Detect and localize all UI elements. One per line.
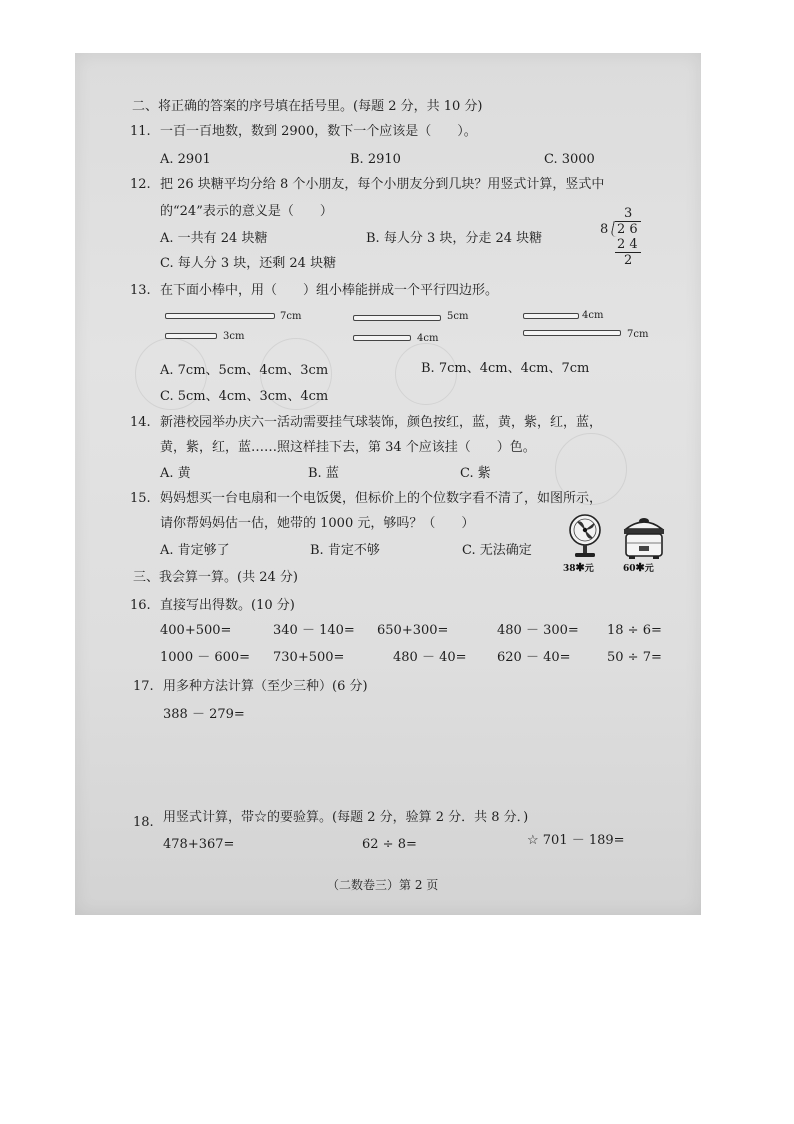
cooker-price-unit: 元 [644,564,654,574]
rice-cooker-icon [621,513,667,561]
q16-item: 340 － 140= [273,623,355,638]
stick-7cm [523,330,621,336]
page-footer: （二数卷三）第 2 页 [327,878,439,892]
q11-number: 11. [130,124,151,139]
fan-icon [565,513,605,561]
q14-number: 14. [130,415,151,430]
section2-title: 二、将正确的答案的序号填在括号里。(每题 2 分，共 10 分) [132,99,483,114]
smudge-star-icon: ✱ [575,561,585,574]
stick-label: 7cm [627,329,649,340]
smudge-star-icon: ✱ [635,561,645,574]
stick-label: 4cm [417,333,439,344]
q16-item: 18 ÷ 6= [607,623,662,638]
q18-text: 用竖式计算，带☆的要验算。(每题 2 分，验算 2 分．共 8 分．) [163,810,529,825]
q14-option-b: B. 蓝 [308,466,339,481]
q13-text: 在下面小棒中，用（ ）组小棒能拼成一个平行四边形。 [160,283,499,298]
stick-4cm [523,313,579,319]
q16-item: 480 － 40= [393,650,467,665]
stick-label: 7cm [280,311,302,322]
division-dividend: 2 6 [617,222,638,237]
stick-label: 3cm [223,331,245,342]
exam-page [75,53,701,915]
q16-item: 650+300= [377,623,449,638]
q15-number: 15. [130,491,151,506]
q16-item: 400+500= [160,623,232,638]
long-division-figure [600,207,650,269]
stick-7cm [165,313,275,319]
cooker-price-tag [623,561,654,574]
q17-expression: 388 － 279= [163,707,245,722]
q16-item: 620 － 40= [497,650,571,665]
fan-price-unit: 元 [584,564,594,574]
q15-line1: 妈妈想买一台电扇和一个电饭煲，但标价上的个位数字看不清了，如图所示， [160,491,603,506]
q14-option-c: C. 紫 [460,466,491,481]
q17-text: 用多种方法计算（至少三种）(6 分) [163,679,368,694]
q14-line2: 黄，紫，红，蓝……照这样挂下去，第 34 个应该挂（ ）色。 [160,440,536,455]
q14-option-a: A. 黄 [160,466,191,481]
q18-problem: 62 ÷ 8= [362,837,417,852]
q16-item: 50 ÷ 7= [607,650,662,665]
q12-line1: 把 26 块糖平均分给 8 个小朋友，每个小朋友分到几块？用竖式计算，竖式中 [160,177,605,192]
q13-option-a: A. 7cm、5cm、4cm、3cm [160,363,329,378]
stick-4cm [353,335,411,341]
q16-item: 1000 － 600= [160,650,251,665]
q16-item: 730+500= [273,650,345,665]
fan-price-tag [563,561,594,574]
q15-option-c: C. 无法确定 [462,543,532,558]
q14-line1: 新港校园举办庆六一活动需要挂气球装饰，颜色按红，蓝，黄，紫，红，蓝， [160,415,603,430]
division-product: 2 4 [617,237,638,252]
q11-text: 一百一百地数，数到 2900，数下一个应该是（ ）。 [160,124,477,139]
q18-number: 18. [133,815,154,830]
stick-label: 4cm [582,310,604,321]
division-divisor: 8 [600,222,609,237]
stick-3cm [165,333,217,339]
stick-label: 5cm [447,311,469,322]
q16-text: 直接写出得数。(10 分) [160,598,295,613]
q15-option-a: A. 肯定够了 [160,543,230,558]
q11-option-a: A. 2901 [160,152,211,167]
q11-option-c: C. 3000 [544,152,595,167]
q12-option-b: B. 每人分 3 块，分走 24 块糖 [366,231,543,246]
q12-line2: 的“24”表示的意义是（ ） [160,204,333,219]
q15-option-b: B. 肯定不够 [310,543,380,558]
q13-option-b: B. 7cm、4cm、4cm、7cm [421,361,590,376]
q13-option-c: C. 5cm、4cm、3cm、4cm [160,389,329,404]
q13-number: 13. [130,283,151,298]
q18-problem: 478+367= [163,837,235,852]
division-quotient: 3 [624,206,633,221]
q18-problem-check: ☆ 701 － 189= [527,833,625,848]
q12-number: 12. [130,177,151,192]
q17-number: 17. [133,679,154,694]
q12-option-a: A. 一共有 24 块糖 [160,231,268,246]
q16-item: 480 － 300= [497,623,579,638]
q16-number: 16. [130,598,151,613]
section3-title: 三、我会算一算。(共 24 分) [133,570,298,585]
q12-option-c: C. 每人分 3 块，还剩 24 块糖 [160,256,337,271]
cooker-price: 60 [623,564,636,574]
q15-line2: 请你帮妈妈估一估，她带的 1000 元，够吗？（ ） [160,516,475,531]
q11-option-b: B. 2910 [350,152,401,167]
stick-5cm [353,315,441,321]
fan-price: 38 [563,564,576,574]
division-remainder: 2 [624,253,633,268]
